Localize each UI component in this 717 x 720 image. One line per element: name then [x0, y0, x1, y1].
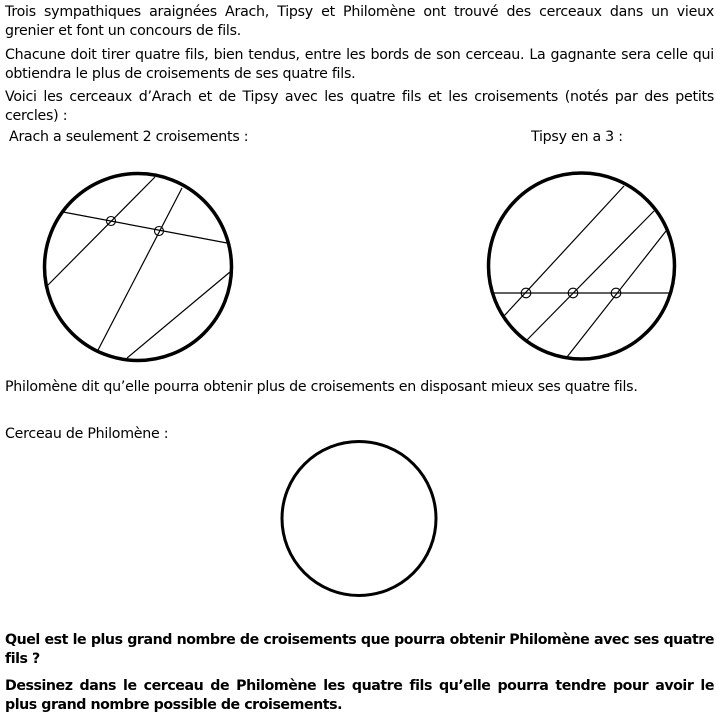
philomene-hoop-label: Cerceau de Philomène : — [5, 426, 169, 442]
arach-hoop — [45, 174, 232, 361]
philomene-hoop-circle[interactable] — [282, 442, 436, 596]
arach-label: Arach a seulement 2 croisements : — [9, 129, 249, 145]
arach-thread-4 — [127, 272, 230, 358]
question-2: Dessinez dans le cerceau de Philomène les quatre fils qu’elle pourra tendre pour avoir le plus grand nombre possible de croisements. — [5, 678, 714, 713]
question-1: Quel est le plus grand nombre de croisements que pourra obtenir Philomène avec ses quatre fils ? — [5, 632, 714, 667]
intro-paragraph-1: Trois sympathiques araignées Arach, Tipsy et Philomène ont trouvé des cerceaux dans un vieux grenier et font un concours de fils. — [5, 4, 714, 39]
philomene-statement: Philomène dit qu’elle pourra obtenir plus de croisements en disposant mieux ses quatre fils. — [5, 379, 638, 395]
intro-paragraph-2: Chacune doit tirer quatre fils, bien tendus, entre les bords de son cerceau. La gagnante sera celle qui obtiendra le plus de croisements de ses quatre fils. — [5, 47, 714, 82]
tipsy-label: Tipsy en a 3 : — [531, 129, 623, 145]
arach-thread-2 — [97, 188, 182, 352]
arach-hoop-circle — [45, 174, 232, 361]
philomene-hoop[interactable] — [282, 442, 436, 596]
intro-paragraph-3: Voici les cerceaux d’Arach et de Tipsy avec les quatre fils et les croisements (notés par des petits cercles) : — [5, 89, 714, 124]
arach-thread-3 — [63, 212, 227, 243]
tipsy-hoop-circle — [489, 173, 675, 359]
tipsy-thread-2 — [527, 211, 654, 340]
tipsy-hoop — [489, 173, 675, 359]
arach-thread-1 — [47, 177, 155, 286]
